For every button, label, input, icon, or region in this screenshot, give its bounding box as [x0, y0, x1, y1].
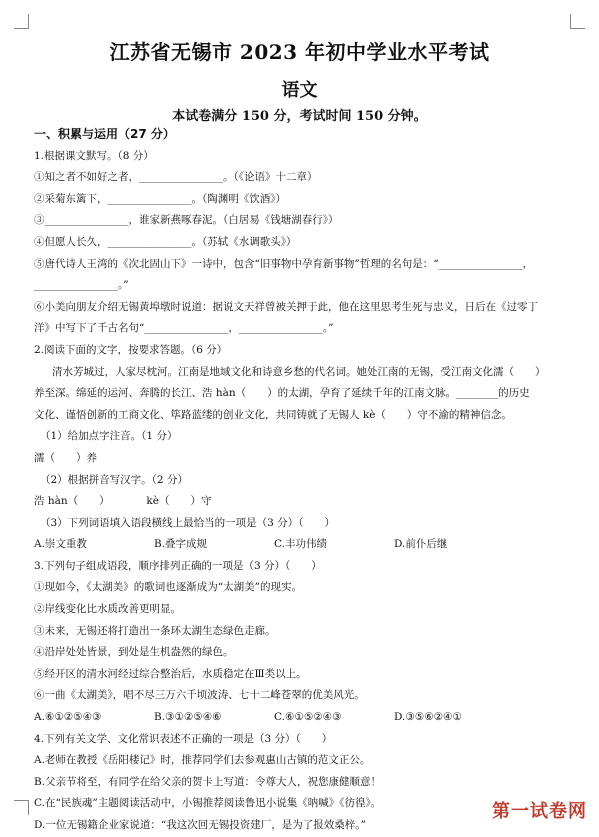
q1-line: ________________。”	[34, 279, 129, 292]
option-d: D.前仆后继	[394, 538, 448, 551]
q2-options	[34, 534, 579, 556]
site-watermark: 第一试卷网	[492, 801, 587, 822]
option-c: C.⑥①⑤②④③	[274, 711, 342, 724]
exam-content	[34, 124, 579, 837]
q1-line: 洋》中写下了千古名句“________________，________________。”	[34, 322, 334, 335]
q2-stem: 2.阅读下面的文字，按要求答题。（6 分）	[34, 343, 228, 356]
q1-line: ③________________，谁家新燕啄春泥。（白居易《钱塘湖春行》）	[34, 214, 339, 227]
q3-sentence: ②岸线变化比水质改善更明显。	[34, 603, 181, 616]
crop-mark-top-left	[14, 14, 29, 29]
q4-option-d: D.一位无锡籍企业家说道：“我这次回无锡投资建厂，是为了报效桑梓。”	[34, 819, 366, 831]
q2-sub-question: （1）给加点字注音。（1 分）	[40, 430, 178, 443]
q2-sub-question: （3）下列词语填入语段横线上最恰当的一项是（3 分）（ ）	[40, 516, 335, 529]
q2-passage-line: 清水芳城过，人家尽枕河。江南是地域文化和诗意乡愁的代名词。她处江南的无锡，受江南文化濡（ ）	[52, 365, 546, 378]
q1-line: ⑤唐代诗人王湾的《次北固山下》一诗中，包含“旧事物中孕育新事物”哲理的名句是：“________________，	[34, 257, 534, 270]
q1-line: ④但愿人长久，________________。（苏轼《水调歌头》）	[34, 235, 297, 248]
q3-sentence: ③未来，无锡还将打造出一条环太湖生态绿色走廊。	[34, 624, 276, 637]
section-heading: 一、积累与运用（27 分）	[34, 127, 175, 141]
q2-sub-answer: 濡（ ）养	[34, 451, 97, 464]
exam-title: 江苏省无锡市 2023 年初中学业水平考试	[109, 40, 490, 64]
q4-stem: 4.下列有关文学、文化常识表述不正确的一项是（3 分）（ ）	[34, 732, 333, 745]
q1-line: ⑥小美向朋友介绍无锡黄埠墩时说道：据说文天祥曾被关押于此，他在这里思考生死与忠义，日后在《过零丁	[34, 300, 538, 313]
q3-sentence: ⑤经开区的清水河经过综合整治后，水质稳定在Ⅲ类以上。	[34, 667, 307, 680]
q3-sentence: ①现如今，《太湖美》的歌词也逐渐成为“太湖美”的现实。	[34, 581, 302, 594]
option-a: A.崇文重教	[34, 538, 87, 551]
q3-sentence: ④沿岸处处皆景，到处是生机盎然的绿色。	[34, 646, 234, 659]
exam-subject: 语文	[281, 80, 318, 101]
q4-option-a: A.老师在教授《岳阳楼记》时，推荐同学们去参观惠山古镇的范文正公。	[34, 754, 371, 767]
q3-stem: 3.下列句子组成语段，顺序排列正确的一项是（3 分）（ ）	[34, 559, 322, 572]
q3-sentence: ⑥一曲《太湖美》，唱不尽三万六千顷波涛、七十二峰苍翠的优美风光。	[34, 689, 365, 702]
q1-line: ②采菊东篱下，________________。（陶渊明《饮酒》）	[34, 192, 286, 205]
q3-options	[34, 707, 579, 729]
option-a: A.⑥①②⑤④③	[34, 711, 102, 724]
q2-passage-line: 文化、谨悟创新的工商文化、筚路蓝缕的创业文化，共同铸就了无锡人 kè（ ）守不渝的精神信念。	[34, 408, 512, 421]
q4-option-b: B.父亲节将至，有同学在给父亲的贺卡上写道：令尊大人，祝您康健顺意！	[34, 775, 382, 788]
crop-mark-bottom-left	[14, 800, 29, 815]
q1-line: ①知之者不如好之者，________________。（《论语》十二章）	[34, 171, 318, 184]
q2-sub-question: （2）根据拼音写汉字。（2 分）	[40, 473, 188, 486]
q2-sub-answer: 浩 hàn（ ） kè（ ）守	[34, 495, 212, 508]
exam-info: 本试卷满分 150 分，考试时间 150 分钟。	[172, 109, 427, 124]
q2-passage-line: 养至深。绵延的运河、奔腾的长江、浩 hàn（ ）的太湖，孕育了延续千年的江南文脉。________的历史	[34, 387, 530, 400]
option-b: B.叠字成规	[154, 538, 208, 551]
q4-option-c: C.在“民族魂”主题阅读活动中，小锡推荐阅读鲁迅小说集《呐喊》《彷徨》。	[34, 797, 382, 810]
option-c: C.丰功伟绩	[274, 538, 327, 551]
option-b: B.③①②⑤④⑥	[154, 711, 222, 724]
crop-mark-top-right	[570, 14, 585, 29]
q1-stem: 1.根据课文默写。（8 分）	[34, 149, 154, 162]
option-d: D.③⑤⑥②④①	[394, 711, 462, 724]
